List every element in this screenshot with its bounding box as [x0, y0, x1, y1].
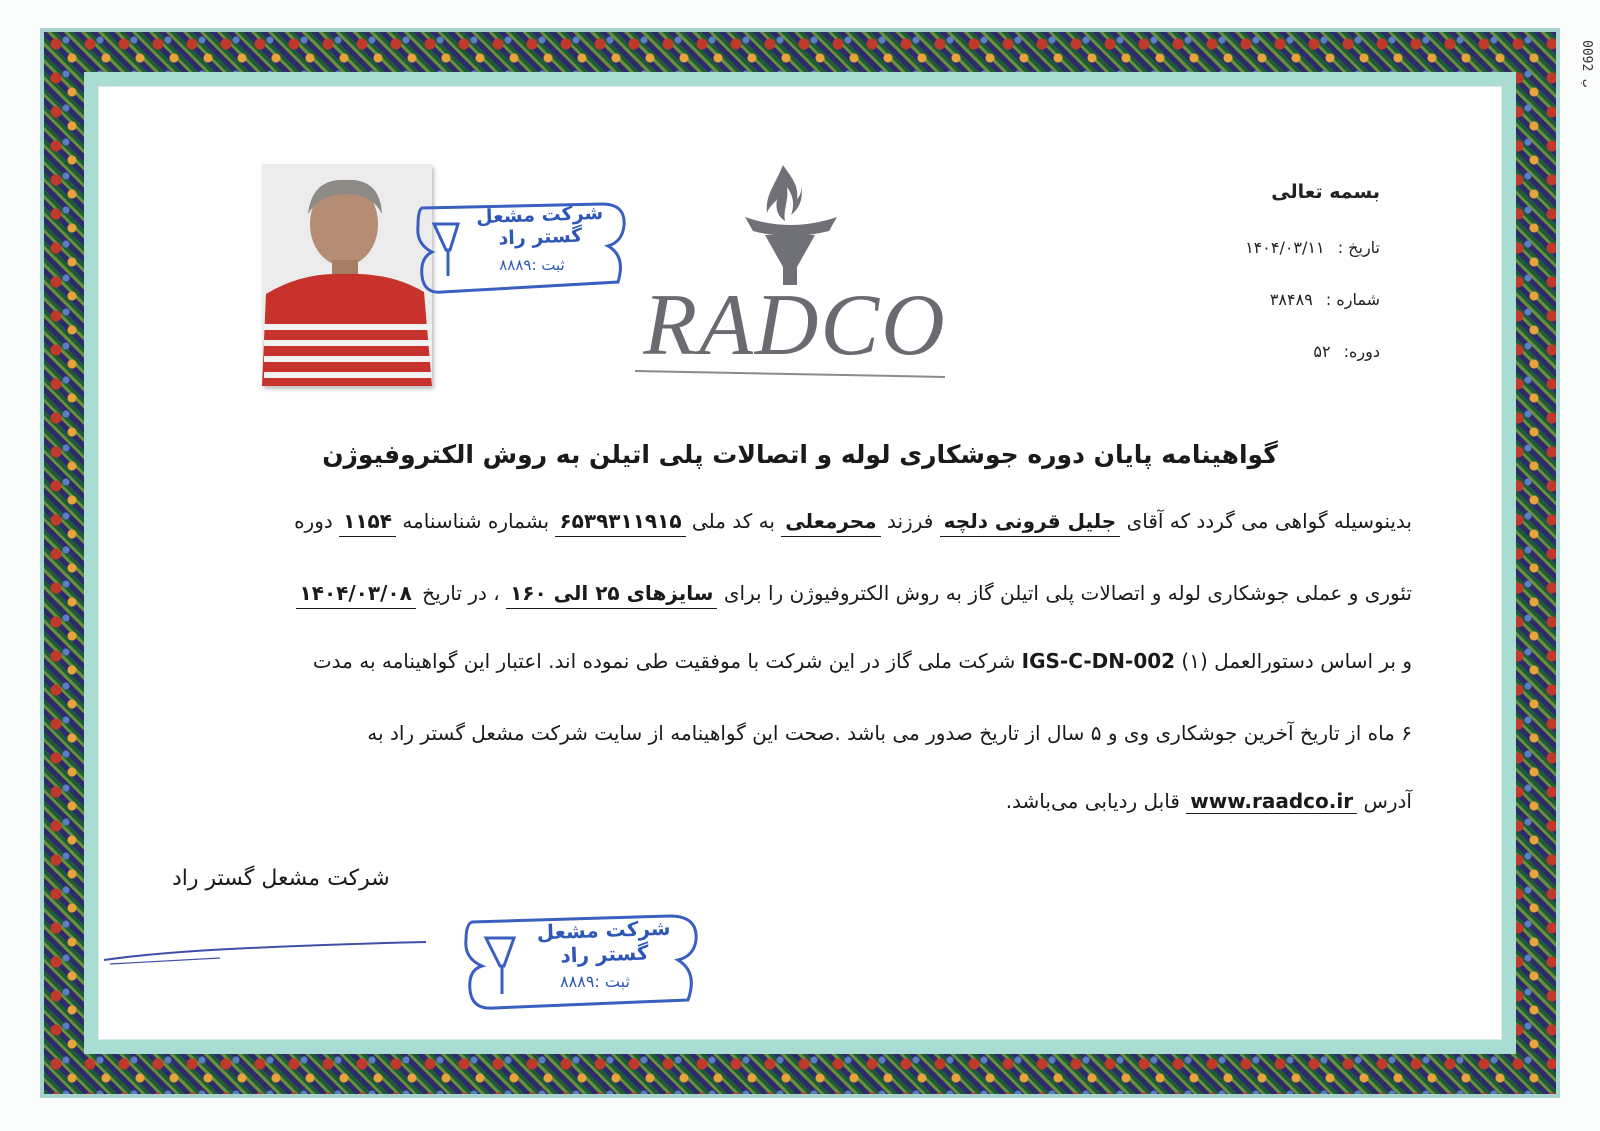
date-label: تاریخ : [1337, 238, 1380, 257]
number-label: شماره : [1325, 290, 1380, 309]
course-date: ۱۴۰۴/۰۳/۰۸ [296, 578, 416, 609]
logo-text: RADCO [643, 277, 947, 374]
stamp-top-reg: ثبت :۸۸۸۹ [499, 256, 565, 274]
text-segment: قابل ردیابی می‌باشد. [1005, 789, 1180, 813]
certificate-title: گواهینامه پایان دوره جوشکاری لوله و اتصالات پلی اتیلن به روش الکتروفیوژن [322, 440, 1278, 469]
text-segment: ، در تاریخ [422, 581, 500, 605]
company-stamp-top [412, 196, 634, 301]
torch-icon [615, 155, 975, 285]
course-line [1313, 342, 1380, 361]
id-number: ۱۱۵۴ [339, 506, 396, 537]
text-segment: دوره [294, 509, 333, 533]
course-label: دوره: [1343, 342, 1380, 361]
number-line [1270, 290, 1380, 309]
text-segment: به کد ملی [691, 509, 775, 533]
side-serial: 0092 ب [1579, 40, 1594, 87]
pipe-sizes: سایزهای ۲۵ الی ۱۶۰ [506, 578, 717, 609]
date-value: ۱۴۰۴/۰۳/۱۱ [1245, 238, 1325, 257]
company-stamp-bottom [460, 908, 706, 1016]
radco-logo [615, 155, 975, 380]
text-segment: تئوری و عملی جوشکاری لوله و اتصالات پلی اتیلن گاز به روش الکتروفیوژن را برای [723, 581, 1412, 605]
text-segment: و بر اساس دستورالعمل (۱) [1181, 649, 1412, 673]
father-name: محرمعلی [781, 506, 880, 537]
number-value: ۳۸۴۸۹ [1269, 290, 1313, 309]
text-segment: فرزند [886, 509, 934, 533]
body-line-5 [172, 786, 1412, 816]
holder-photo [262, 164, 432, 386]
person-photo-icon [262, 164, 432, 386]
body-line-3 [172, 646, 1412, 676]
body-line-1 [172, 506, 1412, 537]
besm-heading: بسمه تعالی [1271, 181, 1380, 203]
body-line-2 [172, 578, 1412, 609]
standard-code: IGS-C-DN-002 [1021, 649, 1176, 673]
text-segment: شرکت ملی گاز در این شرکت با موفقیت طی نموده اند. اعتبار این گواهینامه به مدت [312, 649, 1016, 673]
holder-name: جلیل قرونی دلچه [940, 506, 1121, 537]
logo-underline [615, 365, 975, 385]
body-line-4: ۶ ماه از تاریخ آخرین جوشکاری وی و ۵ سال از تاریخ صدور می باشد .صحت این گواهینامه از سایت شرکت مشعل گستر راد به [367, 721, 1412, 745]
course-value: ۵۲ [1313, 342, 1331, 361]
company-signature-name: شرکت مشعل گستر راد [172, 866, 390, 891]
stamp-bottom-company: شرکت مشعل گستر راد [536, 915, 671, 968]
text-segment: بشماره شناسنامه [402, 509, 550, 533]
signature-stroke [100, 930, 430, 970]
website-link[interactable]: www.raadco.ir [1186, 789, 1357, 814]
stamp-bottom-reg: ثبت :۸۸۸۹ [560, 972, 630, 991]
text-segment: آدرس [1363, 789, 1412, 813]
text-segment: بدینوسیله گواهی می گردد که آقای [1126, 509, 1412, 533]
national-id: ۶۵۳۹۳۱۱۹۱۵ [555, 506, 685, 537]
stamp-top-company: شرکت مشعل گستر راد [475, 201, 604, 250]
date-line [1245, 238, 1380, 257]
